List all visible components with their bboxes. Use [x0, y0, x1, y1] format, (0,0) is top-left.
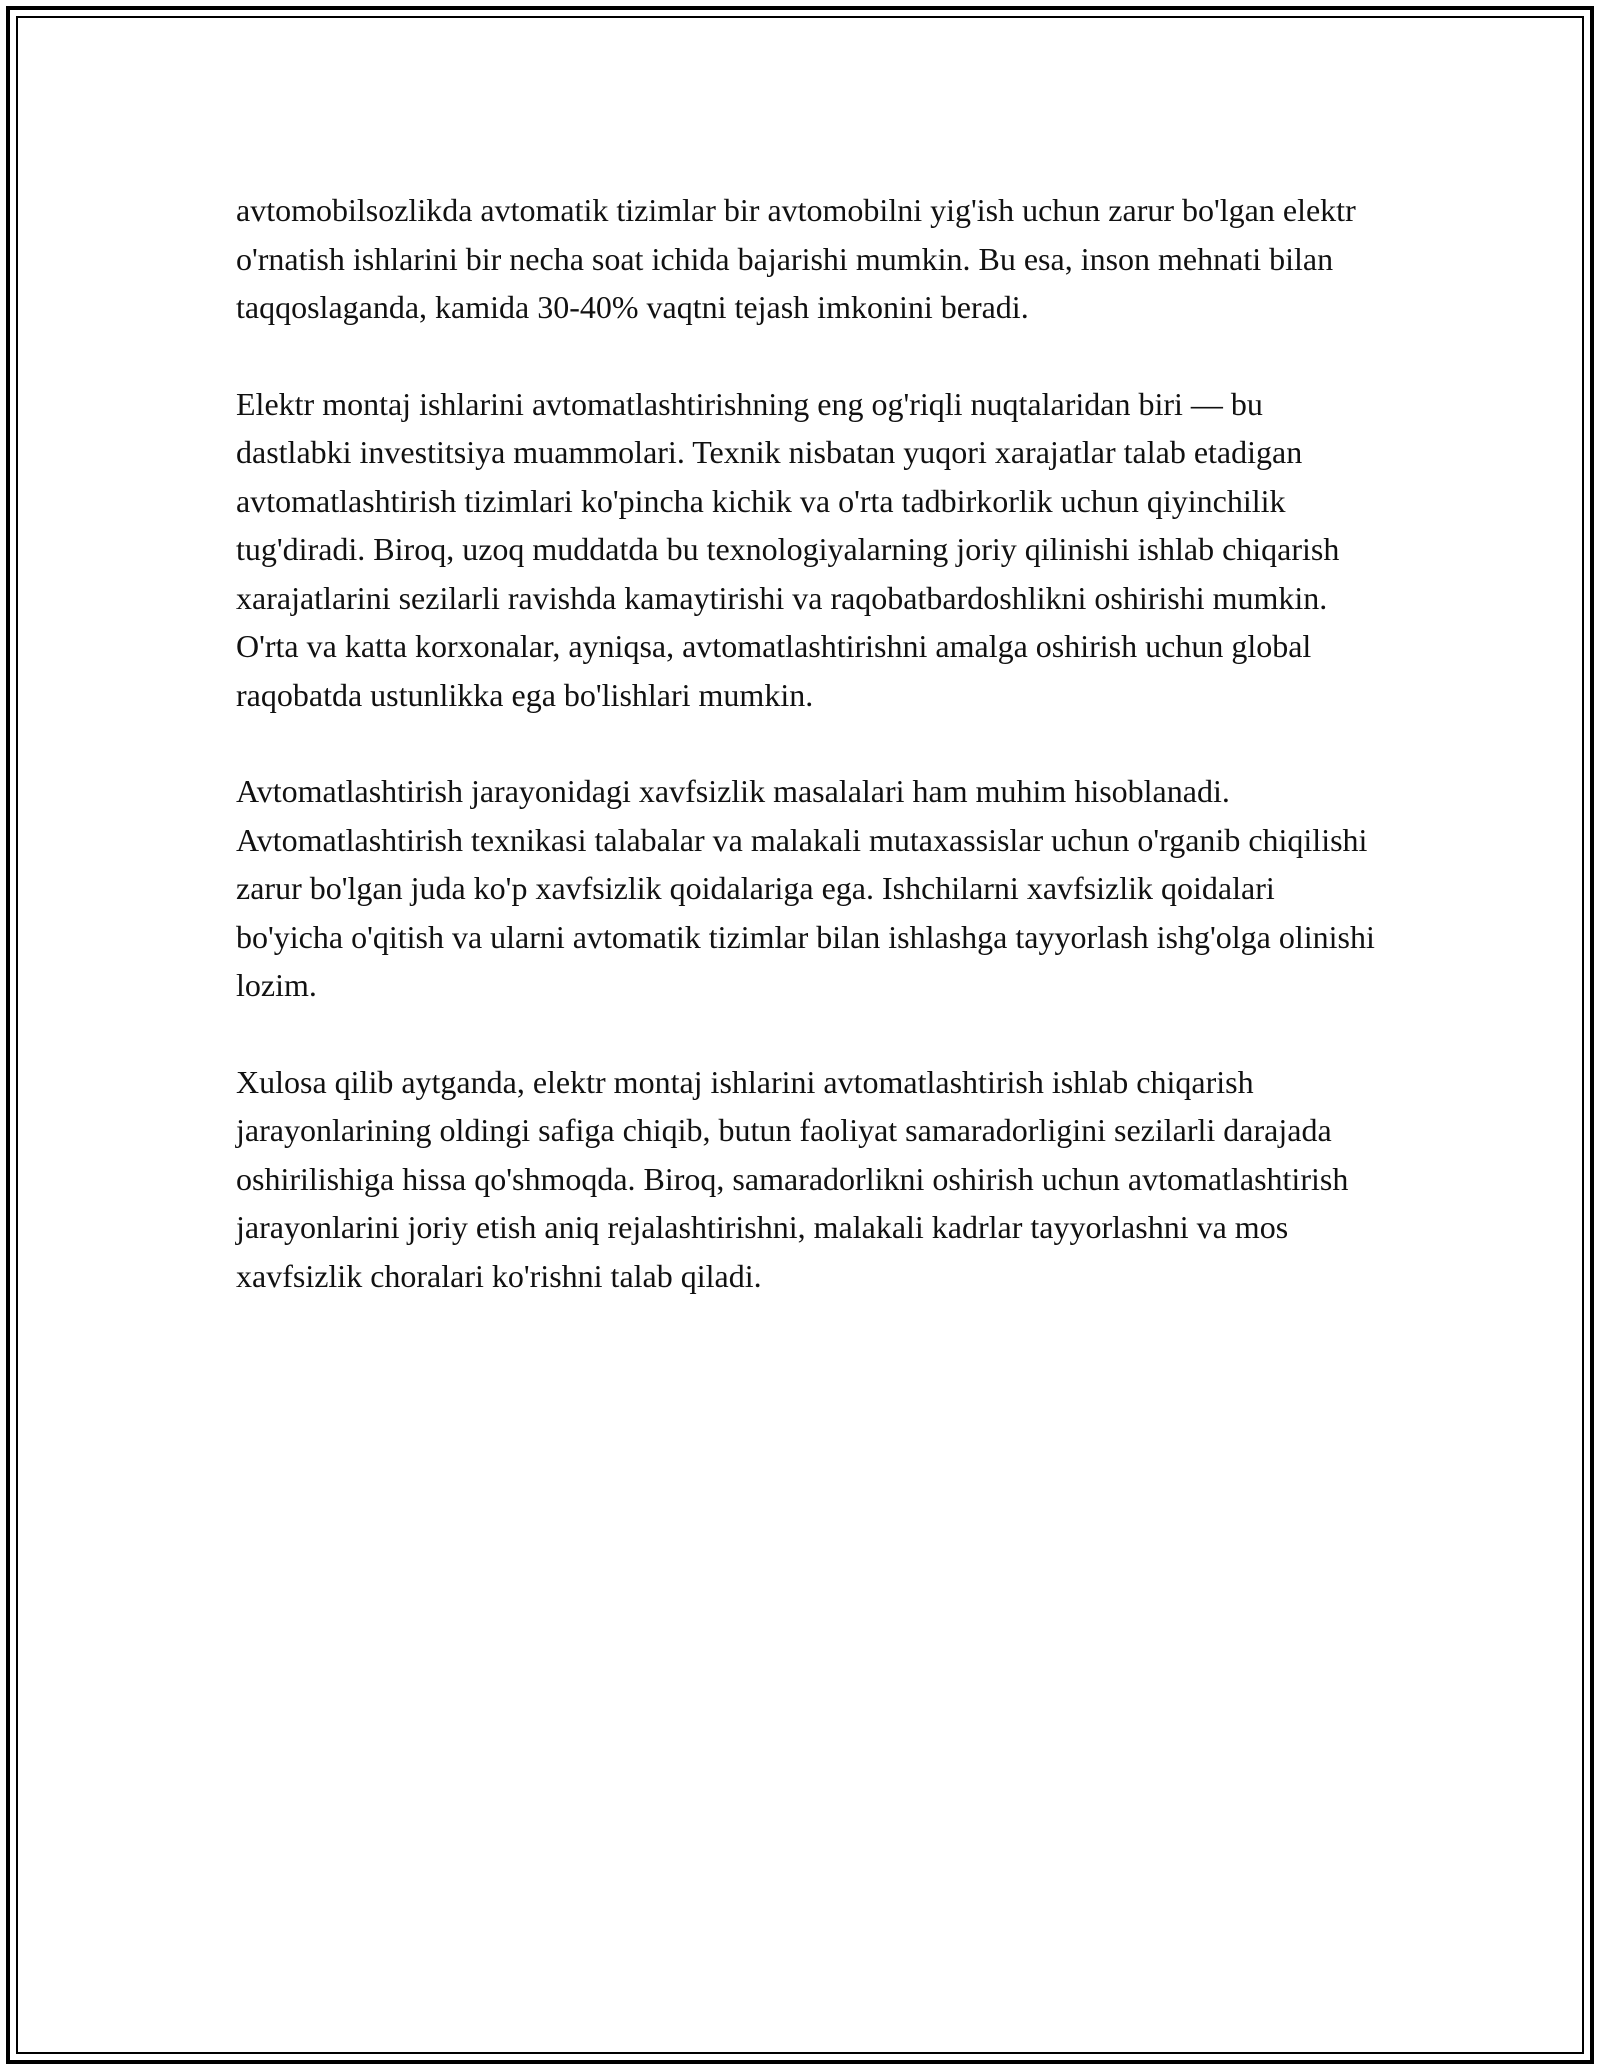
- paragraph-4: Xulosa qilib aytganda, elektr montaj ishlarini avtomatlashtirish ishlab chiqarish jarayonlarining oldingi safiga chiqib, butun faoliyat samaradorligini sezilarli darajada oshirilishiga hissa qo'shmoqda. Biroq, samaradorlikni oshirish uchun avtomatlashtirish jarayonlarini joriy etish aniq rejalashtirishni, malakali kadrlar tayyorlashni va mos xavfsizlik choralari ko'rishni talab qiladi.: [236, 1063, 1349, 1294]
- paragraph-3: Avtomatlashtirish jarayonidagi xavfsizlik masalalari ham muhim hisoblanadi. Avtomatlashtirish texnikasi talabalar va malakali mutaxassislar uchun o'rganib chiqilishi zarur bo'lgan juda ko'p xavfsizlik qoidalariga ega. Ishchilarni xavfsizlik qoidalari bo'yicha o'qitish va ularni avtomatik tizimlar bilan ishlashga tayyorlash ishg'olga olinishi lozim.: [236, 773, 1375, 1003]
- document-body: [236, 186, 1376, 1300]
- paragraph-2: Elektr montaj ishlarini avtomatlashtirishning eng og'riqli nuqtalaridan biri — bu dastlabki investitsiya muammolari. Texnik nisbatan yuqori xarajatlar talab etadigan avtomatlashtirish tizimlari ko'pincha kichik va o'rta tadbirkorlik uchun qiyinchilik tug'diradi. Biroq, uzoq muddatda bu texnologiyalarning joriy qilinishi ishlab chiqarish xarajatlarini sezilarli ravishda kamaytirishi va raqobatbardoshlikni oshirishi mumkin. O'rta va katta korxonalar, ayniqsa, avtomatlashtirishni amalga oshirish uchun global raqobatda ustunlikka ega bo'lishlari mumkin.: [236, 385, 1340, 713]
- paragraph-1: avtomobilsozlikda avtomatik tizimlar bir avtomobilni yig'ish uchun zarur bo'lgan elektr o'rnatish ishlarini bir necha soat ichida bajarishi mumkin. Bu esa, inson mehnati bilan taqqoslaganda, kamida 30-40% vaqtni tejash imkonini beradi.: [236, 192, 1356, 325]
